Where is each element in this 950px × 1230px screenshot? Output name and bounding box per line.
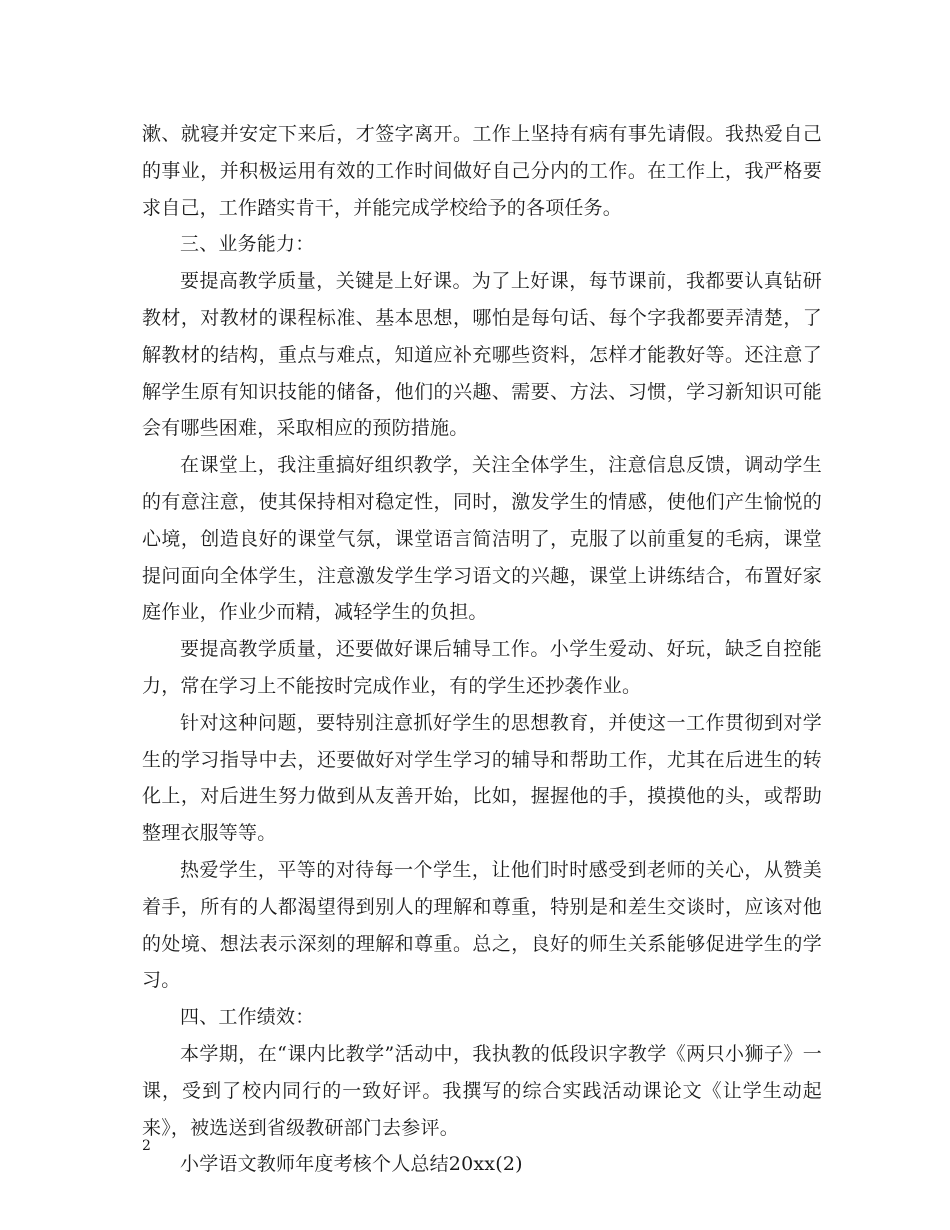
- section-heading-work-performance: 四、工作绩效：: [180, 1006, 315, 1029]
- page-number: 2: [142, 1138, 151, 1154]
- paragraph-thought-education: 针对这种问题，要特别注意抓好学生的思想教育，并使这一工作贯彻到对学生的学习指导中去，还要做好对学生学习的辅导和帮助工作，尤其在后进生的转化上，对后进生努力做到从友善开始，比如，握握他的手，摸摸他的头，或帮助整理衣服等等。: [142, 711, 822, 845]
- paragraph-classroom-teaching: 在课堂上，我注重搞好组织教学，关注全体学生，注意信息反馈，调动学生的有意注意，使其保持相对稳定性，同时，激发学生的情感，使他们产生愉悦的心境，创造良好的课堂气氛，课堂语言简洁明了，克服了以前重复的毛病，课堂提问面向全体学生，注意激发学生学习语文的兴趣，课堂上讲练结合，布置好家庭作业，作业少而精，减轻学生的负担。: [142, 454, 822, 624]
- paragraph-love-students: 热爱学生，平等的对待每一个学生，让他们时时感受到老师的关心，从赞美着手，所有的人都渴望得到别人的理解和尊重，特别是和差生交谈时，应该对他的处境、想法表示深刻的理解和尊重。总之，良好的师生关系能够促进学生的学习。: [142, 858, 822, 992]
- paragraph-achievements: 本学期，在“课内比教学”活动中，我执教的低段识字教学《两只小狮子》一课，受到了校内同行的一致好评。我撰写的综合实践活动课论文《让学生动起来》，被选送到省级教研部门去参评。: [142, 1042, 822, 1139]
- paragraph-continuation: 漱、就寝并安定下来后，才签字离开。工作上坚持有病有事先请假。我热爱自己的事业，并积极运用有效的工作时间做好自己分内的工作。在工作上，我严格要求自己，工作踏实肯干，并能完成学校给予的各项任务。: [142, 123, 822, 219]
- document-body: [142, 116, 822, 1183]
- paragraph-lesson-preparation: 要提高教学质量，关键是上好课。为了上好课，每节课前，我都要认真钻研教材，对教材的课程标准、基本思想，哪怕是每句话、每个字我都要弄清楚，了解教材的结构，重点与难点，知道应补充哪些资料，怎样才能教好等。还注意了解学生原有知识技能的储备，他们的兴趣、需要、方法、习惯，学习新知识可能会有哪些困难，采取相应的预防措施。: [142, 270, 822, 440]
- paragraph-after-class-tutoring: 要提高教学质量，还要做好课后辅导工作。小学生爱动、好玩，缺乏自控能力，常在学习上不能按时完成作业，有的学生还抄袭作业。: [142, 638, 822, 697]
- section-heading-business-ability: 三、业务能力：: [180, 233, 315, 256]
- document-subtitle: 小学语文教师年度考核个人总结20xx(2): [180, 1153, 523, 1176]
